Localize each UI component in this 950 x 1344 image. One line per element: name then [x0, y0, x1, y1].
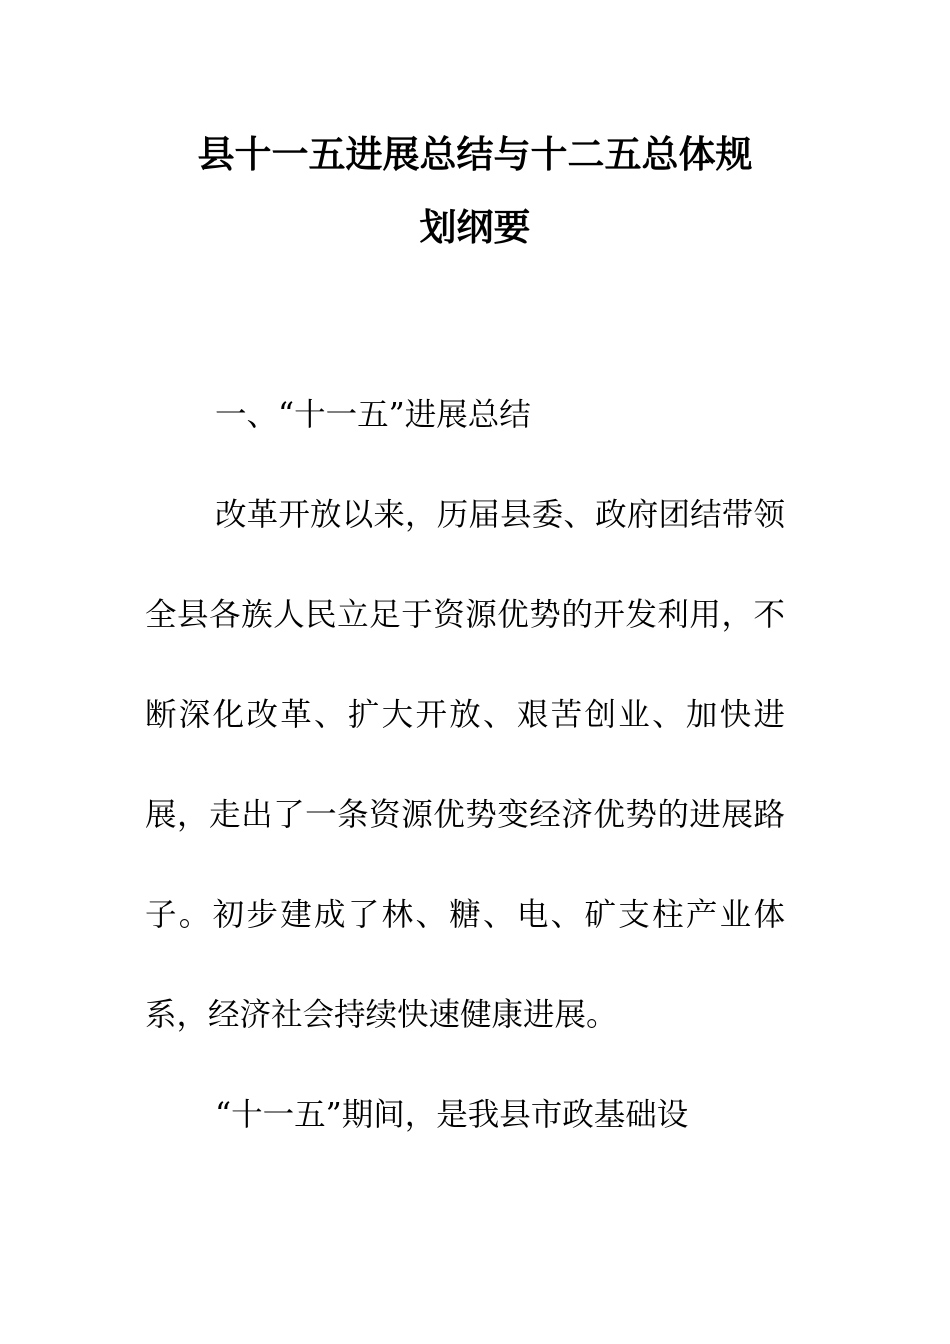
body-paragraph-1: 改革开放以来，历届县委、政府团结带领全县各族人民立足于资源优势的开发利用，不断深化改革、扩大开放、艰苦创业、加快进展，走出了一条资源优势变经济优势的进展路子。初步建成了林、糖、电、矿支柱产业体系，经济社会持续快速健康进展。	[145, 497, 785, 1033]
document-title-line-2: 划纲要	[419, 206, 531, 249]
body-paragraph-2: “十一五”期间，是我县市政基础设	[215, 1097, 689, 1133]
document-title-line-1: 县十一五进展总结与十二五总体规	[197, 133, 753, 176]
section-heading: 一、“十一五”进展总结	[215, 397, 531, 433]
document-body	[145, 365, 785, 1165]
